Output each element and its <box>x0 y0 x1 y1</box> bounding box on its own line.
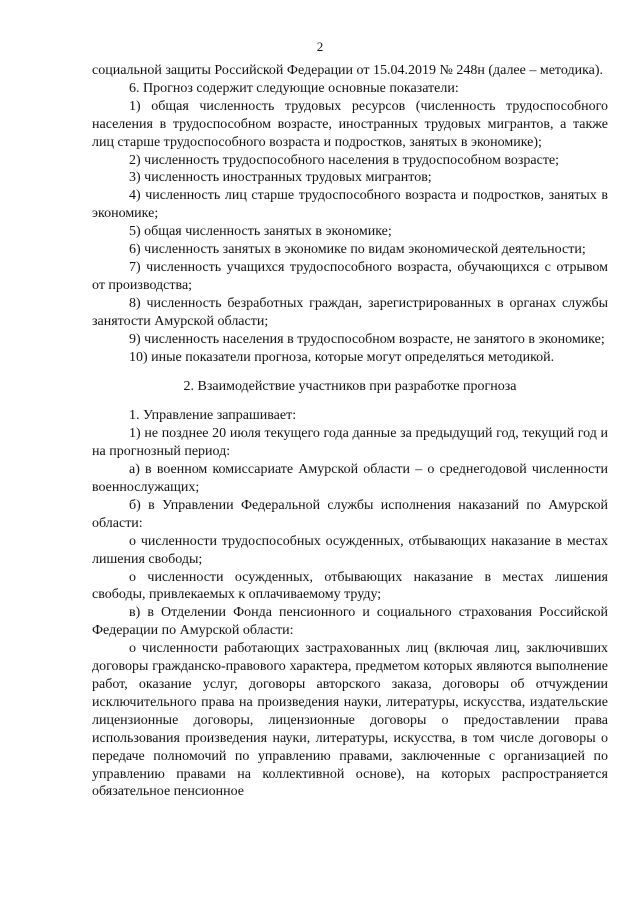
paragraph-methodology-reference: социальной защиты Российской Федерации от 15.04.2019 № 248н (далее – методика). <box>92 63 604 78</box>
list-item-able-bodied-convicts: о численности трудоспособных осужденных, отбывающих наказание в местах лишения свободы; <box>92 533 608 567</box>
section-heading: 2. Взаимодействие участников при разработке прогноза <box>183 379 517 395</box>
list-item-military-commissariat: а) в военном комиссариате Амурской области – о среднегодовой численности военнослужащих; <box>92 462 608 496</box>
list-item-indicator-5: 5) общая численность занятых в экономике; <box>129 224 392 240</box>
list-item-pension-fund: в) в Отделении Фонда пенсионного и социального страхования Российской Федерации по Амурской области: <box>92 605 608 639</box>
list-item-request-deadline: 1) не позднее 20 июля текущего года данные за предыдущий год, текущий год и на прогнозный период: <box>92 426 608 460</box>
list-item-indicator-6: 6) численность занятых в экономике по видам экономической деятельности; <box>129 242 586 258</box>
list-item-indicator-9: 9) численность населения в трудоспособном возрасте, не занятого в экономике; <box>129 331 605 347</box>
list-item-insured-workers: о численности работающих застрахованных лиц (включая лиц, заключивших договоры гражданско-правового характера, предметом которых являются выполнение работ, оказание услуг, договоры авторского заказа, договоры об отчуждении исключительного права на произведения науки, литературы, искусства, издательские лицензионные договоры, лицензионные договоры о предоставлении права использования произведения науки, литературы, искусства, в том числе договоры о передаче полномочий по управлению правами, заключенные с организацией по управлению правами на коллективной основе), на которых распространяется обязательное пенсионное <box>92 641 608 800</box>
page-number: 2 <box>316 39 324 54</box>
list-item-indicator-1: 1) общая численность трудовых ресурсов (численность трудоспособного населения в трудоспособном возрасте, иностранных трудовых мигрантов, а также лиц старше трудоспособного возраста и подростков, занятых в экономике); <box>92 98 608 150</box>
list-item-employed-convicts: о численности осужденных, отбывающих наказание в местах лишения свободы, привлекаемых к оплачиваемому труду; <box>92 569 608 603</box>
document-body <box>92 62 608 801</box>
list-item-indicator-3: 3) численность иностранных трудовых мигрантов; <box>129 170 432 186</box>
list-item-indicator-4: 4) численность лиц старше трудоспособного возраста и подростков, занятых в экономике; <box>92 188 608 222</box>
list-item-indicator-8: 8) численность безработных граждан, зарегистрированных в органах службы занятости Амурской области; <box>92 295 608 329</box>
list-item-indicator-7: 7) численность учащихся трудоспособного возраста, обучающихся с отрывом от производства; <box>92 259 608 293</box>
paragraph-forecast-indicators-intro: 6. Прогноз содержит следующие основные показатели: <box>129 80 459 96</box>
list-item-indicator-2: 2) численность трудоспособного населения в трудоспособном возрасте; <box>129 152 560 168</box>
paragraph-department-requests: 1. Управление запрашивает: <box>129 408 297 424</box>
list-item-indicator-10: 10) иные показатели прогноза, которые могут определяться методикой. <box>129 349 555 365</box>
list-item-penitentiary-service: б) в Управлении Федеральной службы исполнения наказаний по Амурской области: <box>92 497 608 531</box>
